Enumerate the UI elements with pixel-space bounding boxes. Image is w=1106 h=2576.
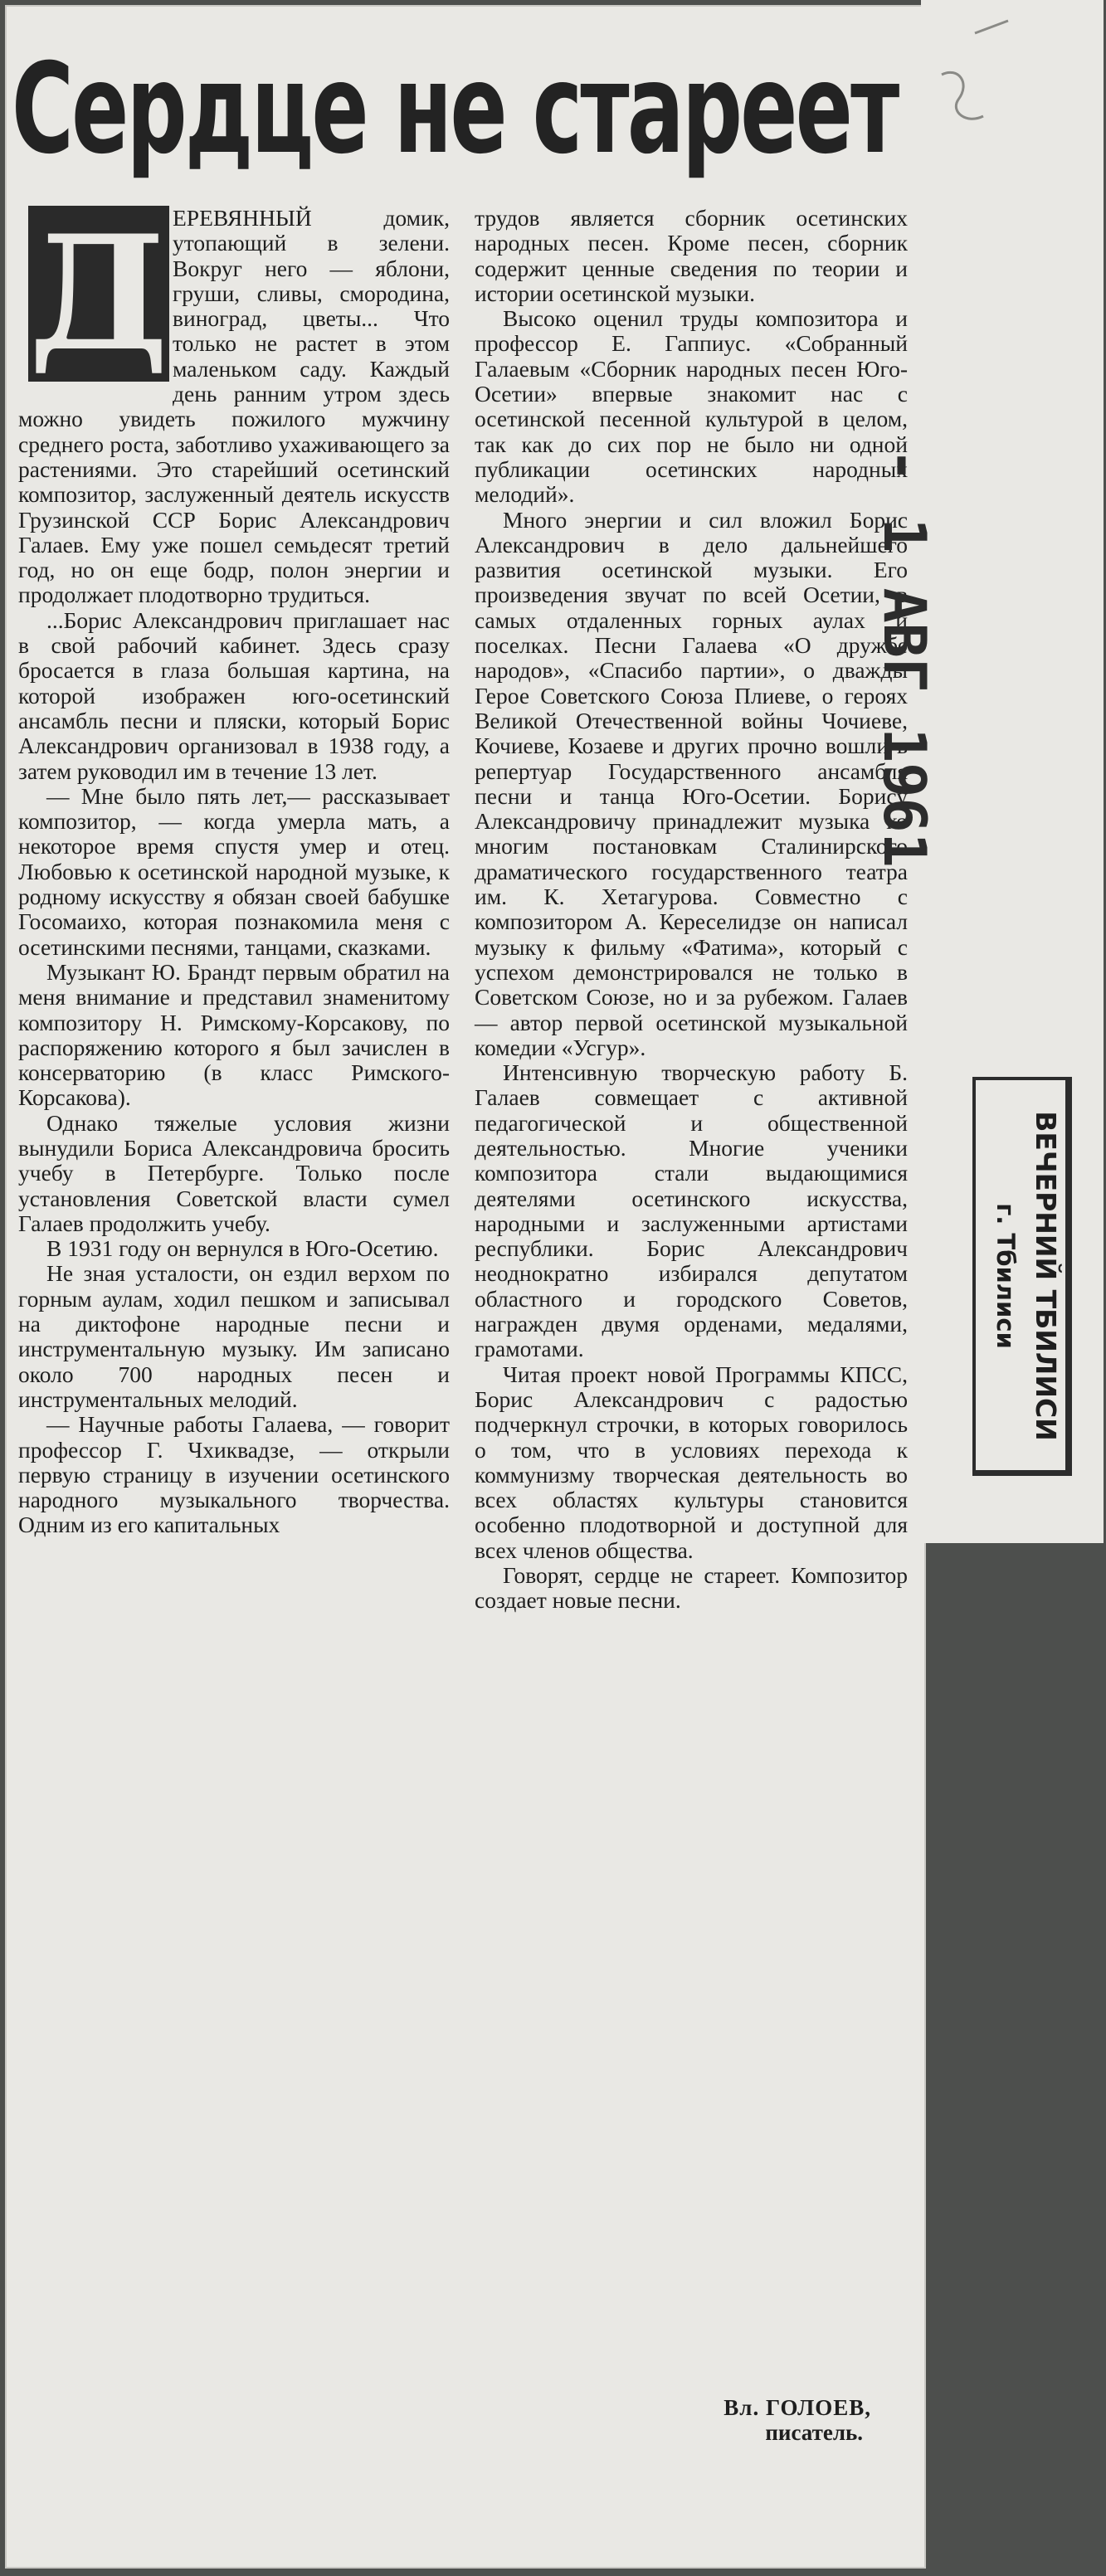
newspaper-masthead-box: [972, 1077, 1072, 1476]
masthead-city: г. Тбилиси: [992, 1203, 1020, 1349]
left-paragraph: В 1931 году он вернулся в Юго-Осетию.: [46, 1235, 439, 1262]
right-paragraph: трудов является сборник осетинских народных песен. Кроме песен, сборник содержит ценные сведения по теории и истории осетинской музыки.: [475, 205, 908, 306]
left-paragraph: — Мне было пять лет,— рассказывает композитор, — когда умерла мать, а некоторое время спустя умер и отец. Любовью к осетинской народной музыке, к родному искусству я обязан своей бабушке Госомаихо, которая познакомила меня с осетинскими песнями, танцами, сказками.: [18, 782, 450, 960]
author-signature: [647, 2395, 871, 2445]
date-stamp: - 1 АВГ 1961: [870, 448, 938, 868]
article-right-column: [475, 206, 908, 2384]
pencil-mark-icon: [925, 17, 1016, 141]
left-paragraph: ...Борис Александрович приглашает нас в свой рабочий кабинет. Здесь сразу бросается в глаза большая картина, на которой изображен юго-осетинский ансамбль песни и пляски, который Борис Александрович организовал в 1938 году, а затем руководил им в течение 13 лет.: [18, 606, 450, 784]
masthead-title: ВЕЧЕРНИЙ ТБИЛИСИ: [1030, 1111, 1062, 1441]
right-paragraph: Читая проект новой Программы КПСС, Борис Александрович с радостью подчеркнул строчки, в которых говорилось о том, что в условиях перехода к коммунизму творческая деятельность во всех областях культуры становится особенно плодотворной и доступной для всех членов общества.: [475, 1361, 908, 1563]
left-paragraph: Не зная усталости, он ездил верхом по горным аулам, ходил пешком и записывал на диктофоне народные песни и инструментальную музыку. Им записано около 700 народных песен и инструментальных мелодий.: [18, 1260, 450, 1412]
drop-cap-letter: Д: [28, 201, 169, 386]
left-paragraph: — Научные работы Галаева, — говорит профессор Г. Чхиквадзе, — открыли первую страницу в изучении осетинского народного музыкального творчества. Одним из его капитальных: [18, 1411, 450, 1538]
right-paragraph: Высоко оценил труды композитора и профессор Е. Гаппиус. «Собранный Галаевым «Сборник народных песен Юго-Осетии» впервые знакомит нас с осетинской песенной культурой в целом, так как до сих пор не было ни одной публикации осетинских народных мелодий».: [475, 305, 908, 508]
masthead-text: [987, 1093, 1067, 1458]
left-paragraph: Музыкант Ю. Брандт первым обратил на меня внимание и представил знаменитому композитору Н. Римскому-Корсакову, по распоряжению которого я был зачислен в консерваторию (в класс Римского-Корсакова).: [18, 958, 450, 1111]
left-paragraph: Однако тяжелые условия жизни вынудили Бориса Александровича бросить учебу в Петербурге. Только после установления Советской власти сумел Галаев продолжить учебу.: [18, 1109, 450, 1236]
right-paragraph: Интенсивную творческую работу Б. Галаев совмещает с активной педагогической и общественной деятельностью. Многие ученики композитора стали выдающимися деятелями осетинского искусства, народными и заслуженными артистами республики. Борис Александрович неоднократно избирался депутатом областного и городского Советов, награжден двумя орденами, медалями, грамотами.: [475, 1059, 908, 1362]
author-role: писатель.: [765, 2420, 863, 2445]
drop-cap-space: [18, 201, 173, 395]
right-paragraph: Говорят, сердце не стареет. Композитор создает новые песни.: [475, 1562, 908, 1614]
right-paragraph: Много энергии и сил вложил Борис Александрович в дело дальнейшего развития осетинской музыки. Его произведения звучат по всей Осетии, в самых отдаленных горных аулах и поселках. Песни Галаева «О дружбе народов», «Спасибо партии», о дважды Герое Советского Союза Плиеве, о героях Великой Отечественной войны Чочиеве, Кочиеве, Козаеве и других прочно вошли в репертуар Государственного ансамбля песни и танца Юго-Осетии. Борису Александровичу принадлежит музыка ко многим постановкам Сталинирского драматического государственного театра им. К. Хетагурова. Совместно с композитором А. Кереселидзе он написал музыку к фильму «Фатима», который с успехом демонстрировался не только в Советском Союзе, но и за рубежом. Галаев — автор первой осетинской музыкальной комедии «Усгур».: [475, 506, 908, 1060]
author-name: Вл. ГОЛОЕВ,: [724, 2395, 871, 2420]
left-paragraph: ЕРЕВЯННЫЙ домик, утопающий в зелени. Вокруг него — яблони, груши, сливы, смородина, виноград, цветы... Что только не растет в этом маленьком саду. Каждый день ранним утром здесь можно увидеть пожилого мужчину среднего роста, заботливо ухаживающего за растениями. Это старейший осетинский композитор, заслуженный деятель искусств Грузинской ССР Борис Александрович Галаев. Ему уже пошел семьдесят третий год, но он еще бодр, полон энергии и продолжает плодотворно трудиться.: [18, 205, 450, 608]
article-headline: Сердце не стареет: [12, 37, 898, 182]
article-left-column: [18, 201, 450, 2554]
